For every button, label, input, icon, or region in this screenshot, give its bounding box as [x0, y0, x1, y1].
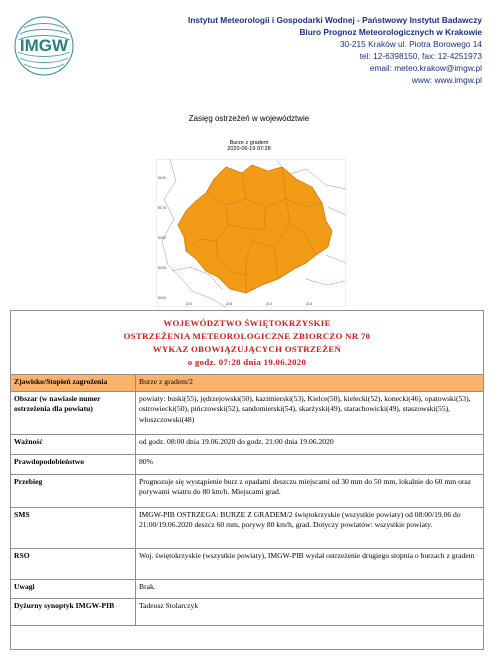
svg-text:IMGW: IMGW	[19, 36, 69, 55]
validity-value: od godz. 08:00 dnia 19.06.2020 do godz. 21:00 dnia 19.06.2020	[136, 435, 484, 455]
table-row	[11, 475, 484, 508]
website: www: www.imgw.pl	[411, 75, 482, 86]
table-row	[11, 455, 484, 475]
forecast-label: Przebieg	[11, 475, 136, 508]
forecast-value: Prognozuje się wystąpienie burz z opadami deszczu miejscami od 30 mm do 50 mm, lokalnie do 60 mm oraz porywami wiatru do 80 km/h. Miejscami grad.	[136, 475, 484, 508]
rso-value: Woj. świętokrzyskie (wszystkie powiaty), IMGW-PIB wydał ostrzeżenie drugiego stopnia o burzach z gradem	[136, 549, 484, 580]
x-tick: 21.0	[266, 302, 273, 306]
sms-value: IMGW-PIB OSTRZEGA: BURZE Z GRADEM/2 świętokrzyskie (wszystkie powiaty) od 08:00/19.06 do 21:00/19.06.2020 deszcz 60 mm, porywy 80 km/h, grad. Dotyczy powiatów: wszystkie powiaty.	[136, 508, 484, 549]
table-row	[11, 508, 484, 549]
area-label: Obszar (w nawiasie numer ostrzeżenia dla powiatu)	[11, 392, 136, 435]
table-row	[11, 435, 484, 455]
x-tick: 20.5	[226, 302, 233, 306]
phenomenon-value: Burze z gradem/2	[136, 375, 484, 392]
y-tick: 50.00	[158, 296, 166, 300]
voivodeship-title: WOJEWÓDZTWO ŚWIĘTOKRZYSKIE	[163, 318, 331, 328]
validity-label: Ważność	[11, 435, 136, 455]
sms-label: SMS	[11, 508, 136, 549]
y-tick: 50.50	[158, 236, 166, 240]
phenomenon-label: Zjawisko/Stopień zagrożenia	[11, 375, 136, 392]
bureau-name: Biuro Prognoz Meteorologicznych w Krakowie	[299, 27, 482, 38]
rso-label: RSO	[11, 549, 136, 580]
institute-header	[188, 14, 482, 87]
map-caption-title: Burze z gradem	[229, 140, 269, 146]
table-row	[11, 392, 484, 435]
x-tick: 21.5	[306, 302, 313, 306]
forecaster-label: Dyżurny synoptyk IMGW-PIB	[11, 599, 136, 626]
y-tick: 51.00	[158, 176, 166, 180]
email: email: meteo.krakow@imgw.pl	[369, 63, 482, 74]
remarks-value: Brak.	[136, 580, 484, 599]
table-row	[11, 549, 484, 580]
area-value: powiaty: buski(55), jędrzejowski(50), kazimierski(53), Kielce(50), kielecki(52), konecki(46), opatowski(53), ostrowiecki(50), pińczowski(52), sandomierski(54), skarżyski(49), starachowicki(49), staszowski(55), włoszczowski(48)	[136, 392, 484, 435]
y-tick: 50.75	[158, 206, 166, 210]
warning-map	[156, 159, 346, 307]
warnings-number: OSTRZEŻENIA METEOROLOGICZNE ZBIORCZO NR 70	[123, 331, 371, 341]
phone-fax: tel: 12-6398150, fax: 12-4251973	[359, 51, 482, 62]
map-caption-date: 2020-06-19 07:28	[227, 146, 271, 152]
probability-value: 80%	[136, 455, 484, 475]
section-title: Zasięg ostrzeżeń w województwie	[188, 114, 310, 123]
institute-name: Instytut Meteorologii i Gospodarki Wodnej - Państwowy Instytut Badawczy	[188, 15, 482, 25]
table-row	[11, 580, 484, 599]
table-row	[11, 599, 484, 626]
remarks-label: Uwagi	[11, 580, 136, 599]
warning-heading	[11, 311, 483, 373]
address: 30-215 Kraków ul. Piotra Borowego 14	[339, 39, 482, 50]
probability-label: Prawdopodobieństwo	[11, 455, 136, 475]
issue-time: o godz. 07:28 dnia 19.06.2020	[187, 357, 307, 367]
table-row	[11, 375, 484, 392]
x-tick: 20.0	[186, 302, 193, 306]
warnings-list-title: WYKAZ OBOWIĄZUJĄCYCH OSTRZEŻEŃ	[152, 344, 342, 354]
forecaster-value: Tadeusz Stolarczyk	[136, 599, 484, 626]
warning-table	[10, 374, 484, 626]
y-tick: 50.25	[158, 266, 166, 270]
imgw-logo	[14, 16, 74, 76]
